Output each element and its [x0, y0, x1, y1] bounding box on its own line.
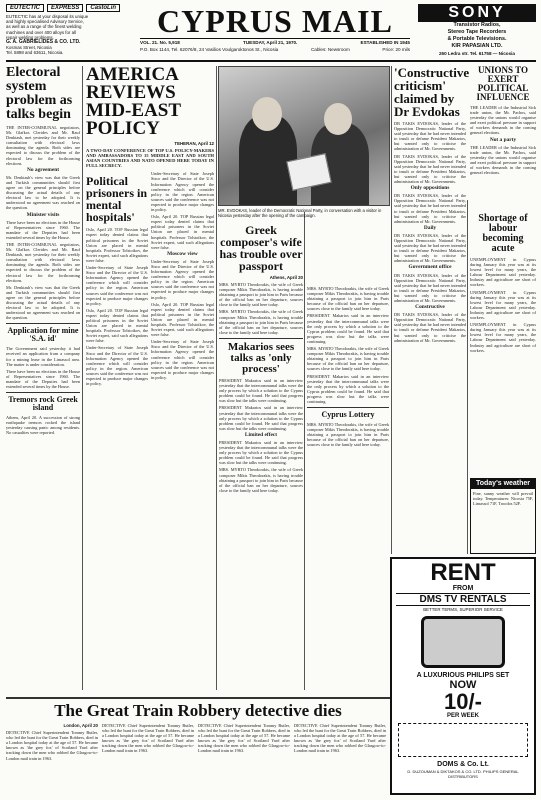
paragraph: The Government said yesterday it had received an application from a company for a mining lease in the Limassol area. The matter is under consideration. — [6, 346, 80, 367]
paragraph: Under-Secretary of State Joseph Sisco and the Director of the U.S. Information Agency opened the conference which will consider policy in the region. American sources said the conference was not expected to produce major changes in policy. — [86, 265, 148, 306]
ad-price: 10/- — [444, 689, 482, 714]
article-body — [6, 415, 80, 435]
paragraph: DR TAKIS EVDOKAS, leader of the Opposition Democratic National Party, said yesterday that he had never intended to insult or defame President Makarios, but wanted only to criticise the administration of Mr. Governments. — [394, 272, 466, 303]
ad-line: KIR PAPASIAN LTD. — [451, 43, 503, 49]
sub-headline: Political prisoners in mental hospitals' — [86, 174, 148, 225]
headline: 'Constructive criticism' claimed by Dr Evdokas — [394, 65, 470, 119]
ad-line: 260 Ledra str. Tel. 61758 — Nicosia — [438, 51, 515, 56]
article-composer — [219, 224, 303, 495]
paragraph: DETECTIVE Chief Superintendent Tommy Butler, who led the hunt for the Great Train Robbers, died in a London hospital today at the age of 57. He became known as 'the grey fox' of Scotland Yard after tracking down the men who robbed the Glasgow-to-London mail train in 1963. — [198, 723, 290, 754]
article-column-continuation — [307, 286, 389, 450]
dms-tv-rental-ad — [390, 557, 536, 795]
ad-per-week: PER WEEK — [446, 713, 479, 719]
ad-line: EUTECTIC has at your disposal its unique — [6, 14, 89, 19]
ad-line: machines and over 400 alloys for all — [6, 29, 77, 35]
news-photo — [218, 66, 390, 206]
sony-ad — [418, 4, 536, 56]
sony-logo: SONY — [418, 4, 536, 22]
paragraph: Under-Secretary of State Joseph Sisco and the Director of the U.S. Information Agency opened the conference which will consider policy in the region. American sources said the conference was not expected to produce major changes in policy. — [151, 171, 214, 213]
headline: Application for mine 'S.A. id' — [7, 326, 79, 344]
express-logo: EXPRESS — [47, 4, 83, 12]
article-electoral — [6, 66, 80, 438]
paragraph: DR TAKIS EVDOKAS, leader of the Opposition Democratic National Party, said yesterday that he had never intended to insult or defame President Makarios, but wanted only to criticise the administration of Mr. Governments. — [394, 121, 466, 152]
lead-paragraph: A TWO-DAY CONFERENCE OF TOP U.S. POLICY-MAKERS AND AMBASSADORS TO 15 MIDDLE EAST AND SOUTH ASIAN COUNTRIES AND NATO OPENED HERE TODAY IN FULL SECRECY. — [86, 148, 214, 169]
article-body — [6, 723, 98, 763]
issue-date: TUESDAY, April 21, 1970. — [243, 40, 298, 45]
article-body — [6, 346, 80, 389]
article-body — [198, 723, 290, 763]
ad-line: Transistor Radios, — [453, 22, 501, 28]
photo-face — [324, 103, 352, 135]
divider — [6, 323, 80, 324]
dateline: London, April 20 — [63, 723, 98, 728]
ad-line: and highly specialised Advisory Service, — [6, 19, 84, 25]
weather-body: Fine, sunny weather will prevail today. Temperatures: Nicosia 75F, Limassol 71F, Troodos 52F. — [473, 491, 533, 507]
paragraph: THE INTER-COMMUNAL negotiators, Mr. Glafkos Clerides and Mr. Rauf Denktash, met yesterday for their weekly consultation with electoral laws dominating the agenda. Both sides are expected to discuss the problem of the electoral law for the forthcoming elections. — [6, 125, 80, 166]
column-rule — [216, 66, 217, 690]
paragraph: THE INTER-COMMUNAL negotiators, Mr. Glafkos Clerides and Mr. Rauf Denktash, met yesterday for their weekly consultation with electoral laws dominating the agenda. Both sides are expected to discuss the problem of the electoral law for the forthcoming elections. — [6, 241, 80, 283]
photo-caption: MR. EVDOKAS, leader of the Democratic National Party, in conversation with a visitor in Nicosia yesterday after the opening of the campaign. — [218, 208, 382, 218]
divider — [6, 392, 80, 393]
paragraph: Oslo, April 20. TOP Russian legal expert today denied claims that political prisoners in the Soviet Union are placed in mental hospitals. Professor Tolstoikov, the Soviet expert, said such allegations were false. — [86, 227, 148, 263]
paragraph: DR TAKIS EVDOKAS, leader of the Opposition Democratic National Party, said yesterday that he had never intended to insult or defame President Makarios, but wanted only to criticise the administration of Mr. Governments. — [394, 312, 466, 343]
column-rule — [304, 212, 305, 690]
article-america — [86, 66, 214, 388]
headline: Electoral system problem as talks begin — [6, 65, 73, 122]
article-columns — [6, 723, 390, 763]
article-body — [470, 105, 536, 175]
headline: Tremors rock Greek island — [8, 395, 78, 413]
paragraph: PRESIDENT Makarios said in an interview yesterday that the intercommunal talks were the only process by which a solution to the Cyprus problem could be found. He said that progress was slow but the talks were continuing. — [307, 373, 389, 404]
paragraph: MRS. MYRTO Theodorakis, the wife of Greek composer Mikis Theodorakis, is having trouble obtaining a passport to join him in Paris because of the official ban on her departure, sources close to the family said here today. — [219, 467, 303, 493]
ad-line: Kosmas Street, Nicosia — [6, 45, 52, 51]
ad-line: Tel. 5898 and 63611, Nicosia. — [6, 50, 64, 56]
ad-coupon[interactable] — [398, 723, 528, 757]
headline: UNIONS TO EXERT POLITICAL INFLUENCE — [476, 66, 530, 102]
ad-company: G. A. GABRIELIDES & CO. LTD. — [6, 39, 81, 46]
masthead — [6, 4, 536, 62]
weather-title: Today's weather — [471, 479, 535, 489]
paragraph: DR TAKIS EVDOKAS, leader of the Opposition Democratic National Party, said yesterday that he had never intended to insult or defame President Makarios, but wanted only to criticise the administration of Mr. Governments. — [394, 193, 466, 224]
ad-line: Stereo Tape Recorders — [447, 29, 507, 35]
subhead: Limited effect — [244, 431, 278, 438]
headline: Greek composer's wife has trouble over passport — [219, 223, 303, 273]
column-rule — [467, 200, 468, 554]
paragraph: MRS. MYRTO Theodorakis, the wife of Greek composer Mikis Theodorakis, is having trouble obtaining a passport to join him in Paris because of the official ban on her departure, sources close to the family said here today. — [219, 282, 303, 308]
ad-dealer: DOMS & Co. Lt. — [437, 761, 489, 768]
article-labour — [470, 214, 536, 355]
cables: Cables: Newsroom — [310, 47, 350, 52]
ad-address: D. DUZOUMAN & DIKTAKOS & CO. LTD. PHILIPS GENERAL DISTRIBUTORS — [407, 769, 519, 779]
paragraph: DETECTIVE Chief Superintendent Tommy Butler, who led the hunt for the Great Train Robbers, died in a London hospital today at the age of 57. He became known as 'the grey fox' of Scotland Yard after tracking down the men who robbed the Glasgow-to-London mail train in 1963. — [6, 730, 98, 761]
paragraph: UNEMPLOYMENT in Cyprus during January this year was at its lowest level for many years, the Labour Department said yesterday. Industry and agriculture are short of workers. — [470, 289, 536, 321]
paragraph: PRESIDENT Makarios said in an interview yesterday that the intercommunal talks were the only process by which a solution to the Cyprus problem could be found. He said that progress was slow but the talks were continuing. — [219, 439, 303, 466]
paragraph: UNEMPLOYMENT in Cyprus during January this year was at its lowest level for many years, the Labour Department said yesterday. Industry and agriculture are short of workers. — [470, 322, 536, 353]
paragraph: UNEMPLOYMENT in Cyprus during January this year was at its lowest level for many years, the Labour Department said yesterday. Industry and agriculture are short of workers. — [470, 257, 536, 288]
divider — [6, 697, 390, 699]
television-icon — [421, 616, 505, 668]
price: Price: 20 mils — [382, 47, 410, 52]
address: P.O. Box 1144, Tel. 62076/8, 24 Vasilios Voulgaroktonos St., Nicosia — [140, 47, 279, 52]
subhead: Government office — [408, 264, 452, 271]
subhead: Not a party — [489, 136, 517, 143]
subhead: Constructive — [415, 304, 445, 311]
article-body — [102, 723, 194, 763]
paragraph: DETECTIVE Chief Superintendent Tommy Butler, who led the hunt for the Great Train Robbers, died in a London hospital today at the age of 57. He became known as 'the grey fox' of Scotland Yard after tracking down the men who robbed the Glasgow-to-London mail train in 1963. — [102, 723, 194, 754]
ad-company: DMS TV RENTALS — [396, 593, 530, 606]
headline: The Great Train Robbery detective dies — [54, 701, 342, 720]
column-rule — [391, 66, 392, 554]
volume: VOL. 21. No. 5,918 — [140, 40, 180, 45]
dateline: Athens, April 20 — [269, 275, 303, 280]
paragraph: There have been no elections in the House of Representatives since 1960. The mandate of the Deputies had been extended several times by the House. — [6, 368, 80, 390]
paragraph: There have been no elections in the House of Representatives since 1960. The mandate of the Deputies had been extended several times by the House. — [6, 219, 80, 240]
article-body — [307, 422, 389, 447]
dateline: TEHERAN, April 12 — [174, 141, 214, 146]
paragraph: PRESIDENT Makarios said in an interview yesterday that the intercommunal talks were the only process by which a solution to the Cyprus problem could be found. He said that progress was slow but the talks were continuing. — [219, 377, 303, 404]
article-body — [6, 125, 80, 320]
article-subcol — [151, 171, 214, 388]
headline: Shortage of labour becoming acute — [478, 213, 528, 254]
title-block — [140, 4, 410, 52]
article-body — [219, 378, 303, 493]
castolin-logo: CastoLin — [86, 4, 120, 12]
article-train-robbery — [6, 694, 390, 763]
subhead: Daily — [423, 224, 437, 231]
subhead: No agreement — [26, 166, 60, 173]
column-rule — [82, 66, 83, 690]
paragraph: DR TAKIS EVDOKAS, leader of the Opposition Democratic National Party, said yesterday that he had never intended to insult or defame President Makarios, but wanted only to criticise the administration of Mr. Governments. — [394, 232, 466, 264]
article-body — [86, 227, 148, 386]
photo-face — [252, 97, 282, 131]
ad-line: as well as a range of the finest welding — [6, 24, 82, 30]
weather-box — [470, 478, 536, 554]
paragraph: DETECTIVE Chief Superintendent Tommy Butler, who led the hunt for the Great Train Robbers, died in a London hospital today at the age of 57. He became known as 'the grey fox' of Scotland Yard after tracking down the men who robbed the Glasgow-to-London mail train in 1963. — [294, 723, 386, 754]
paragraph: Oslo, April 20. TOP Russian legal expert today denied claims that political prisoners in the Soviet Union are placed in mental hospitals. Professor Tolstoikov, the Soviet expert, said such allegations were false. — [151, 214, 214, 250]
article-body — [307, 286, 389, 404]
divider — [307, 407, 389, 408]
article-evdokas — [394, 65, 470, 345]
subhead: Only oppositions — [410, 185, 450, 192]
paragraph: THE LEADER of the Industrial Sick trade union, the Mr. Pachos, said yesterday the unions would organise and exert political pressure in support of workers demands in the coming general elections. — [470, 105, 536, 136]
established: ESTABLISHED IN 1945 — [360, 40, 410, 45]
headline: Cyprus Lottery — [321, 410, 375, 420]
ad-rent: RENT — [430, 559, 496, 586]
divider — [219, 338, 303, 339]
paragraph: Oslo, April 20. TOP Russian legal expert today denied claims that political prisoners in the Soviet Union are placed in mental hospitals. Professor Tolstoikov, the Soviet expert, said such allegations were false. — [86, 307, 148, 344]
ad-now: NOW — [449, 679, 477, 691]
paragraph: MRS. MYRTO Theodorakis, the wife of Greek composer Mikis Theodorakis, is having trouble obtaining a passport to join him in Paris because of the official ban on her departure, sources close to the family said here today. — [307, 286, 389, 312]
meta-row-address — [140, 45, 410, 52]
meta-row — [140, 38, 410, 45]
article-body — [470, 257, 536, 353]
article-body — [219, 282, 303, 335]
article-subcol — [86, 171, 148, 388]
paragraph: Oslo, April 20. TOP Russian legal expert today denied claims that political prisoners in the Soviet Union are placed in mental hospitals. Professor Tolstoikov, the Soviet expert, said such allegations were false. — [151, 301, 214, 338]
paragraph: Athens, April 20. A succession of strong earthquake tremors rocked the island yesterday causing panic among residents. No casualties were reported. — [6, 415, 80, 436]
ad-tagline: BETTER TERMS, SUPERIOR SERVICE — [423, 607, 503, 612]
paragraph: MRS. MYRTO Theodorakis, the wife of Greek composer Mikis Theodorakis, is having trouble obtaining a passport to join him in Paris because of the official ban on her departure, sources close to the family said here today. — [219, 309, 303, 335]
ad-line: repair welding problems. — [6, 34, 54, 40]
paragraph: MRS. MYRTO Theodorakis, the wife of Greek composer Mikis Theodorakis, is having trouble obtaining a passport to join him in Paris because of the official ban on her departure, sources close to the family said here today. — [307, 346, 389, 372]
subhead: Minister visits — [26, 211, 60, 218]
newspaper-title: CYPRUS MAIL — [157, 3, 393, 39]
eutectic-ad — [6, 4, 134, 56]
ad-line: & Portable Televisions. — [447, 36, 507, 42]
subhead: Moscow view — [167, 250, 198, 257]
headline: Makarios sees talks as 'only process' — [227, 340, 295, 375]
two-column-body — [86, 171, 214, 388]
paragraph: PRESIDENT Makarios said in an interview yesterday that the intercommunal talks were the only process by which a solution to the Cyprus problem could be found. He said that progress was slow but the talks were continuing. — [307, 313, 389, 344]
article-body — [394, 121, 466, 343]
article-body — [294, 723, 386, 763]
ad-from: FROM — [452, 585, 474, 592]
paragraph: MRS. MYRTO Theodorakis, the wife of Greek composer Mikis Theodorakis, is having trouble obtaining a passport to join him in Paris because of the official ban on her departure, sources close to the family said here today. — [307, 422, 389, 448]
paragraph: Under-Secretary of State Joseph Sisco and the Director of the U.S. Information Agency opened the conference which will consider policy in the region. American sources said the conference was not expected to produce major changes in policy. — [151, 339, 214, 380]
ad-text — [6, 14, 134, 56]
eutectic-logo: EUTECTIC — [6, 4, 44, 12]
paragraph: Under-Secretary of State Joseph Sisco and the Director of the U.S. Information Agency opened the conference which will consider policy in the region. American sources said the conference was not expected to produce major changes in policy. — [151, 258, 214, 300]
paragraph: DR TAKIS EVDOKAS, leader of the Opposition Democratic National Party, said yesterday that he had never intended to insult or defame President Makarios, but wanted only to criticise the administration of Mr. Governments. — [394, 153, 466, 185]
article-body — [151, 171, 214, 380]
ad-offer: A LUXURIOUS PHILIPS SET — [416, 672, 510, 679]
headline: AMERICA REVIEWS MID-EAST POLICY — [86, 64, 181, 139]
paragraph: Under-Secretary of State Joseph Sisco and the Director of the U.S. Information Agency opened the conference which will consider policy in the region. American sources said the conference was not expected to produce major changes in policy. — [86, 345, 148, 387]
ad-logos — [6, 4, 134, 12]
article-unions — [470, 66, 536, 210]
paragraph: Mr. Denktash's view was that the Greek and Turkish communities should first agree on the general principles before discussing the actual details of any electoral law to be adopted. It is understood no agreement was reached on the question. — [6, 174, 80, 211]
paragraph: PRESIDENT Makarios said in an interview yesterday that the intercommunal talks were the only process by which a solution to the Cyprus problem could be found. He said that progress was slow but the talks were continuing. — [219, 405, 303, 431]
paragraph: THE LEADER of the Industrial Sick trade union, the Mr. Pachos, said yesterday the unions would organise and exert political pressure in support of workers demands in the coming general elections. — [470, 144, 536, 176]
paragraph: Mr. Denktash's view was that the Greek and Turkish communities should first agree on the general principles before discussing the actual details of any electoral law to be adopted. It is understood no agreement was reached on the question. — [6, 284, 80, 321]
